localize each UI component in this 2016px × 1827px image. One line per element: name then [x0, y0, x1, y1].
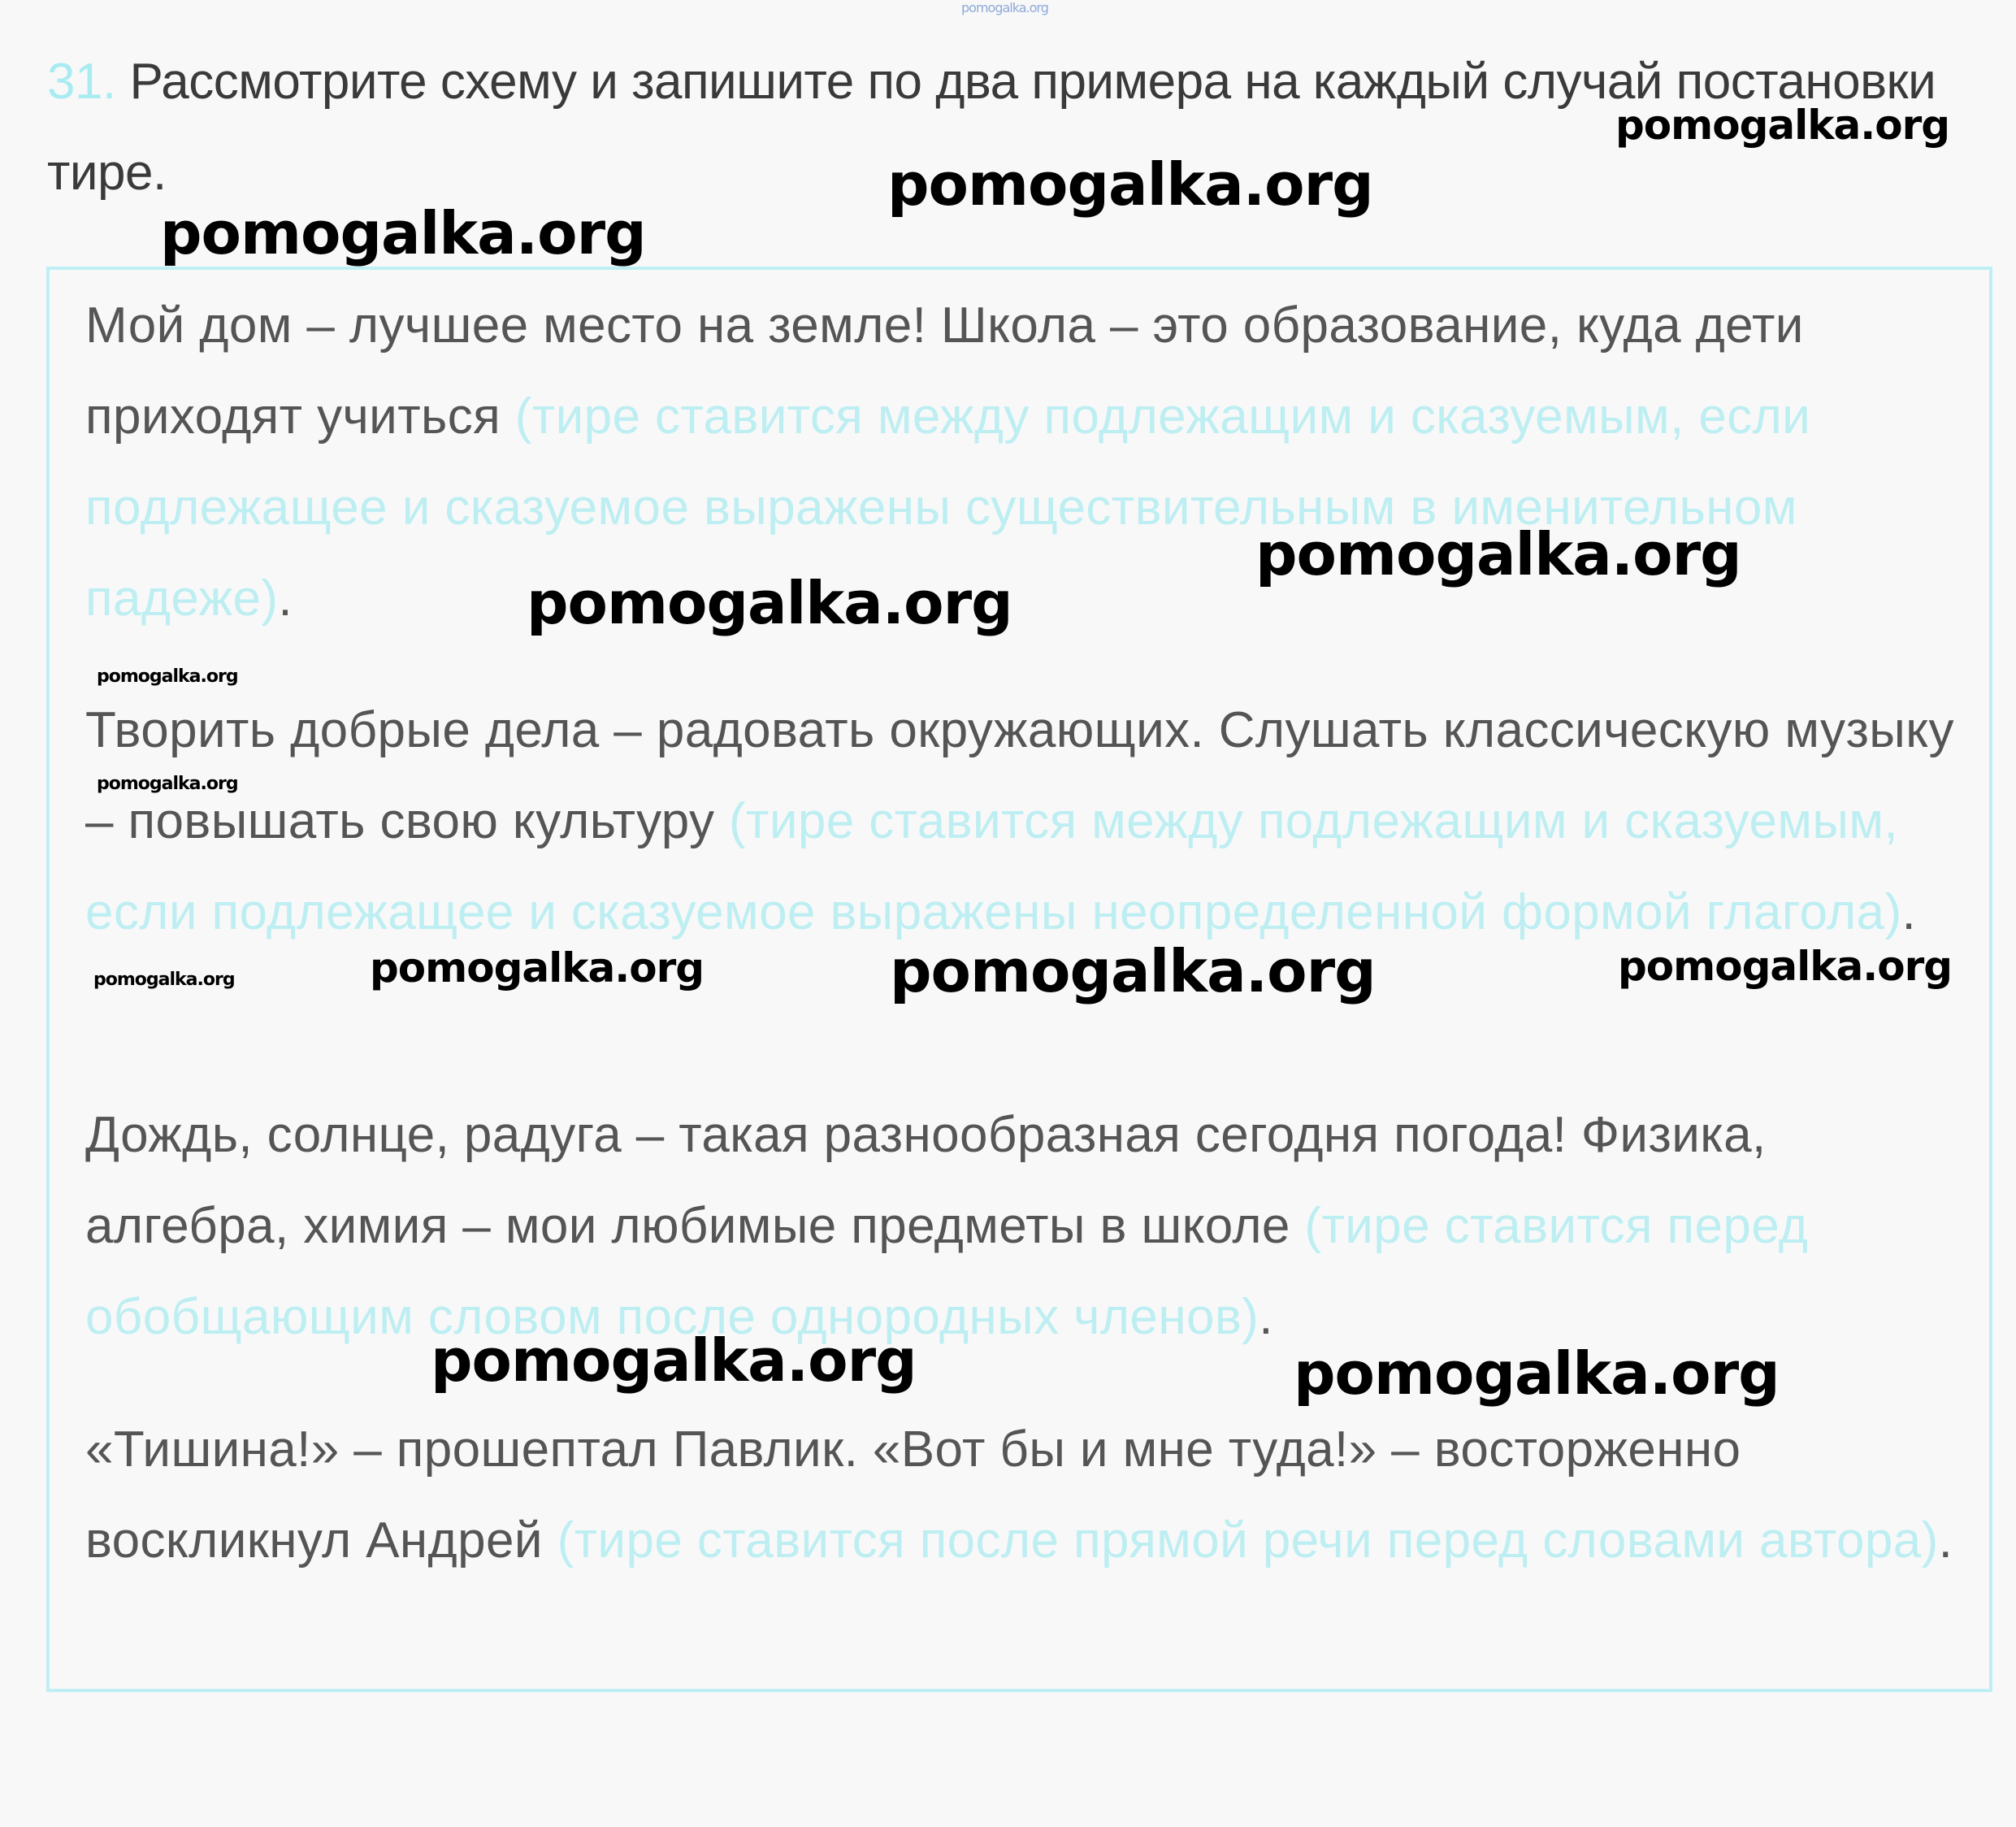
paragraph-end: .	[278, 571, 293, 627]
watermark: pomogalka.org	[431, 1326, 917, 1395]
rule-explanation: (тире ставится между подлежащим и сказуемым, если подлежащее и сказуемое выражены существительным в именительном падеже)	[85, 388, 1811, 627]
paragraph-end: .	[1938, 1512, 1953, 1569]
watermark: pomogalka.org	[1255, 520, 1741, 588]
watermark: pomogalka.org	[160, 199, 646, 267]
watermark: pomogalka.org	[1618, 943, 1953, 990]
header-watermark: pomogalka.org	[961, 0, 1048, 15]
paragraph-end: .	[1901, 884, 1917, 940]
task-number: 31.	[47, 54, 116, 110]
answer-paragraph	[85, 1090, 1979, 1363]
watermark: pomogalka.org	[93, 970, 235, 990]
answer-paragraph	[85, 685, 1979, 958]
example-sentences: Творить добрые дела – радовать окружающих. Слушать классическую музыку – повышать свою культуру	[85, 702, 1954, 849]
watermark: pomogalka.org	[887, 150, 1373, 219]
rule-explanation: (тире ставится между подлежащим и сказуемым, если подлежащее и сказуемое выражены неопределенной формой глагола)	[85, 793, 1902, 940]
answer-paragraph	[85, 280, 1979, 644]
task-text: Рассмотрите схему и запишите по два примера на каждый случай постановки тире.	[47, 54, 1936, 201]
paragraph-end: .	[1259, 1289, 1273, 1345]
watermark: pomogalka.org	[370, 944, 705, 992]
watermark: pomogalka.org	[97, 774, 238, 794]
example-sentences: «Тишина!» – прошептал Павлик. «Вот бы и мне туда!» – восторженно воскликнул Андрей	[85, 1421, 1741, 1569]
watermark: pomogalka.org	[890, 937, 1376, 1005]
watermark: pomogalka.org	[1615, 102, 1950, 149]
rule-explanation: (тире ставится перед обобщающим словом после однородных членов)	[85, 1198, 1809, 1345]
watermark: pomogalka.org	[1294, 1339, 1780, 1408]
rule-explanation: (тире ставится после прямой речи перед словами автора)	[557, 1512, 1939, 1569]
answer-paragraph	[85, 1404, 1979, 1586]
example-sentences: Дождь, солнце, радуга – такая разнообразная сегодня погода! Физика, алгебра, химия – мои любимые предметы в школе	[85, 1107, 1767, 1254]
watermark: pomogalka.org	[527, 569, 1012, 637]
watermark: pomogalka.org	[97, 666, 238, 687]
example-sentences: Мой дом – лучшее место на земле! Школа – это образование, куда дети приходят учиться	[85, 297, 1804, 445]
